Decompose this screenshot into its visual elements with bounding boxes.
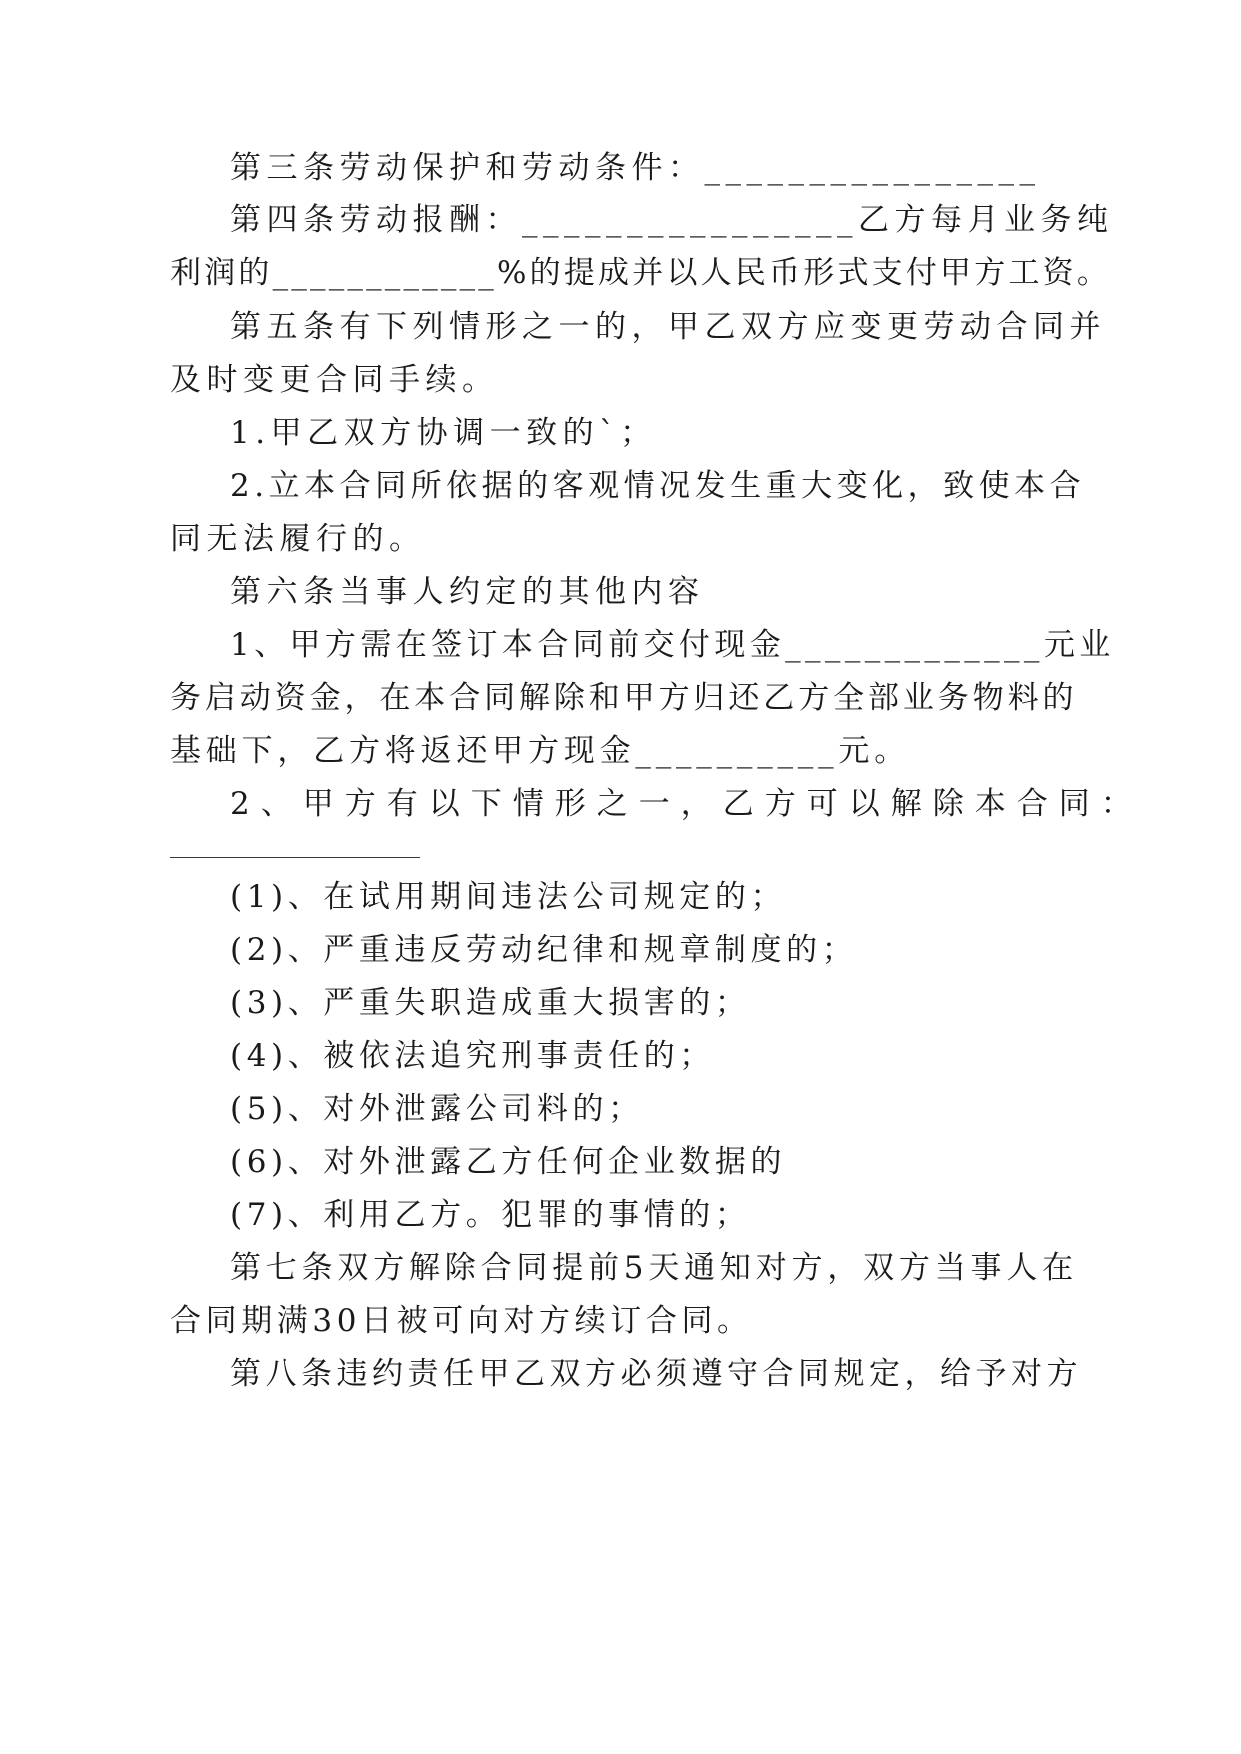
list-item-1: (1)、在试用期间违法公司规定的；	[230, 879, 787, 915]
clause-5-continuation: 及时变更合同手续。	[170, 362, 499, 398]
list-item-4: (4)、被依法追究刑事责任的；	[230, 1038, 715, 1074]
clause-5-item-2: 2.立本合同所依据的客观情况发生重大变化，致使本合	[230, 468, 1086, 504]
clause-5-item-1: 1.甲乙双方协调一致的`；	[230, 415, 657, 451]
clause-7-continuation: 合同期满30日被可向对方续订合同。	[170, 1303, 753, 1339]
list-item-5: (5)、对外泄露公司料的；	[230, 1091, 644, 1127]
clause-6-item-2: 2、甲方有以下情形之一，乙方可以解除本合同：	[230, 786, 1143, 822]
clause-6-item-1-continuation-b: 基础下，乙方将返还甲方现金__________元。	[170, 733, 910, 769]
clause-6-heading: 第六条当事人约定的其他内容	[230, 574, 705, 610]
clause-6-item-1-continuation-a: 务启动资金，在本合同解除和甲方归还乙方全部业务物料的	[170, 680, 1078, 716]
clause-3-line: 第三条劳动保护和劳动条件：________________	[230, 150, 1041, 186]
clause-6-item-1: 1、甲方需在签订本合同前交付现金_____________元业	[230, 627, 1115, 663]
clause-4-line: 第四条劳动报酬：________________乙方每月业务纯	[230, 202, 1114, 238]
clause-8-line: 第八条违约责任甲乙双方必须遵守合同规定，给予对方	[230, 1356, 1082, 1392]
list-item-3: (3)、严重失职造成重大损害的；	[230, 985, 751, 1021]
list-item-7: (7)、利用乙方。犯罪的事情的；	[230, 1197, 751, 1233]
list-item-6: (6)、对外泄露乙方任何企业数据的	[230, 1144, 787, 1180]
clause-4-continuation: 利润的____________%的提成并以人民币形式支付甲方工资。	[170, 255, 1112, 291]
blank-underline	[170, 857, 420, 858]
list-item-2: (2)、严重违反劳动纪律和规章制度的；	[230, 932, 858, 968]
clause-5-item-2-continuation: 同无法履行的。	[170, 521, 426, 557]
clause-7-line: 第七条双方解除合同提前5天通知对方，双方当事人在	[230, 1250, 1078, 1286]
clause-5-line: 第五条有下列情形之一的，甲乙双方应变更劳动合同并	[230, 309, 1106, 345]
